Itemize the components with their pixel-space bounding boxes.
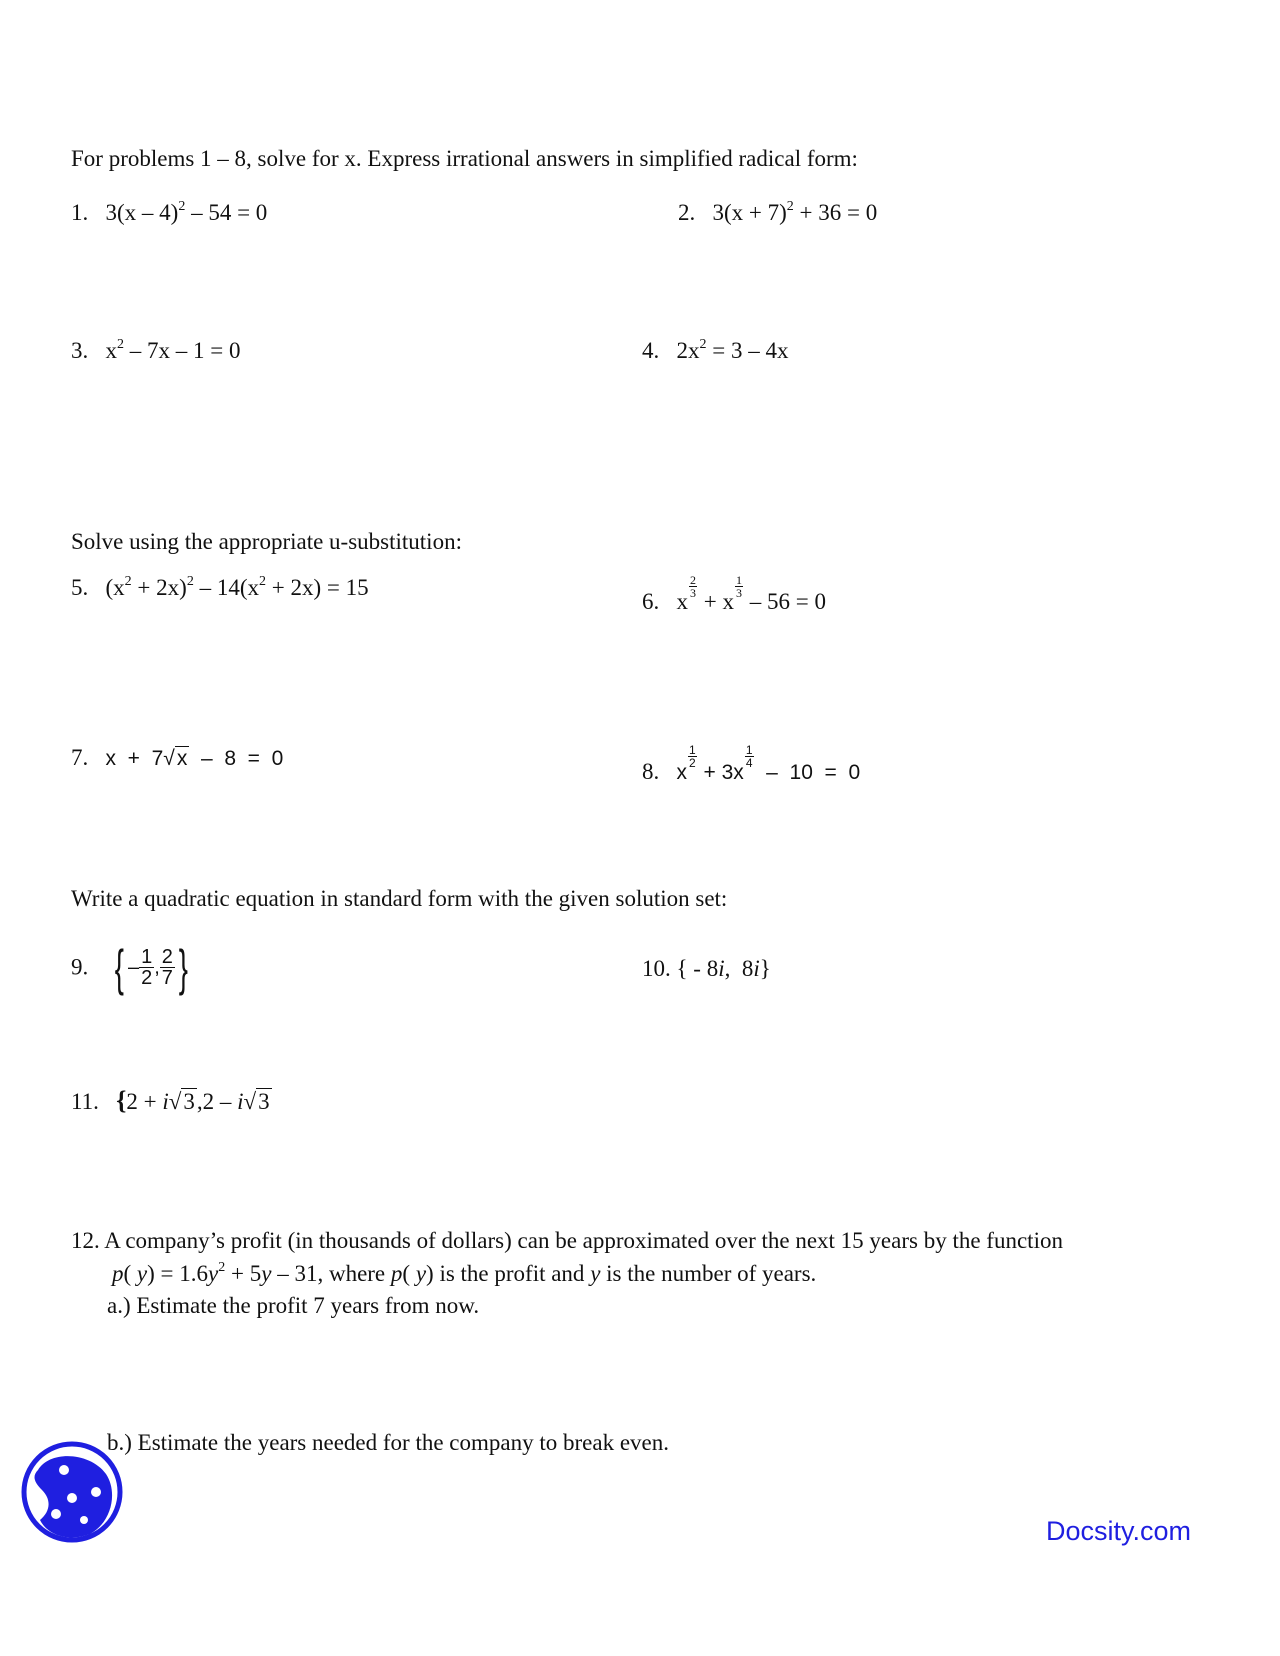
problem-number: 11. bbox=[71, 1089, 99, 1114]
problem-number: 4. bbox=[642, 338, 660, 363]
equation: $x^2 - 7x - 1 = 0$ bbox=[105, 337, 241, 363]
problem-number: 1. bbox=[71, 200, 89, 225]
problem-5 bbox=[71, 574, 369, 602]
problem-2 bbox=[678, 199, 877, 227]
problem-12-part-b: b.) Estimate the years needed for the company to break even. bbox=[107, 1430, 669, 1455]
docsity-brand-link[interactable]: Docsity.com bbox=[1046, 1516, 1192, 1546]
equation: x $\frac{2}{3}$ + x $\frac{1}{3}$ – 56 = 0 bbox=[676, 573, 826, 614]
profit-function: p( $y) = 1.6y^2 + 5y - 31$ bbox=[112, 1260, 318, 1286]
equation: $2x^2 = 3 - 4x$ bbox=[676, 337, 789, 363]
problem-11 bbox=[71, 1087, 272, 1116]
problem-text: A company’s profit (in thousands of dollars) can be approximated over the next 15 years by the function bbox=[104, 1228, 1063, 1253]
problem-10 bbox=[642, 955, 771, 983]
problem-number: 2. bbox=[678, 200, 696, 225]
solution-set: {2 + i√3,2 – i√3 bbox=[116, 1086, 270, 1115]
problem-4 bbox=[642, 337, 788, 365]
problem-number: 9. bbox=[71, 954, 89, 980]
equation: $(x^2 + 2x)^2 - 14(x^2 + 2x) = 15$ bbox=[105, 574, 369, 600]
problem-number: 12. bbox=[71, 1228, 100, 1253]
problem-number: 10. bbox=[642, 956, 671, 981]
equation: $3(x + 7)^2 + 36 = 0$ bbox=[712, 199, 878, 225]
problem-number: 8. bbox=[642, 759, 660, 784]
equation: x + 7√x – 8 = 0 bbox=[105, 747, 284, 770]
section-heading-quadratic: Write a quadratic equation in standard form with the given solution set: bbox=[71, 886, 728, 911]
equation: 3(x – 4)$^2$ – 54 = 0 bbox=[105, 199, 268, 225]
problem-number: 6. bbox=[642, 589, 660, 614]
solution-set: { - 8i, 8i} bbox=[676, 956, 771, 981]
problem-number: 5. bbox=[71, 575, 89, 600]
problem-1 bbox=[71, 199, 267, 227]
section-heading-usub: Solve using the appropriate u-substitution: bbox=[71, 529, 462, 554]
solution-set: { – $\frac{1}{2}$ , $\frac{2}{7}$ } bbox=[115, 939, 188, 996]
problem-6 bbox=[642, 574, 826, 616]
problem-9 bbox=[71, 939, 192, 996]
problem-3 bbox=[71, 337, 240, 365]
profit-function-line: p( $y) = 1.6y^2 + 5y - 31$, where p( y) is the profit and y is the number of years. bbox=[112, 1260, 817, 1286]
problem-8 bbox=[642, 744, 860, 787]
problem-12-part-a: a.) Estimate the profit 7 years from now. bbox=[107, 1293, 480, 1318]
problem-12 bbox=[71, 1227, 1063, 1255]
problem-7 bbox=[71, 744, 283, 773]
problem-number: 3. bbox=[71, 338, 89, 363]
problem-number: 7. bbox=[71, 745, 89, 770]
docsity-logo-icon bbox=[20, 1440, 124, 1544]
section-heading-solve: For problems 1 – 8, solve for x. Express irrational answers in simplified radical form: bbox=[71, 146, 858, 171]
equation: x $\frac{1}{2}$ + 3x $\frac{1}{4}$ – 10 = 0 bbox=[676, 743, 861, 784]
